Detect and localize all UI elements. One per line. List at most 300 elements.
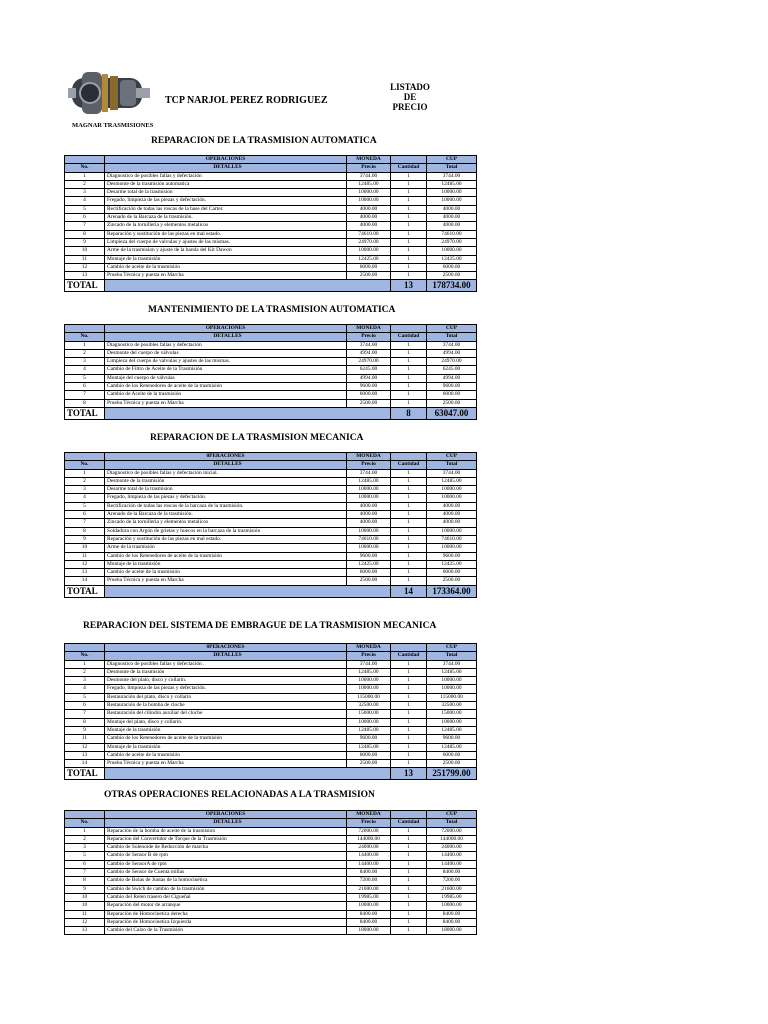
row-quantity: 1 (391, 910, 427, 918)
header-cell-blank (391, 644, 427, 652)
row-price: 3744.00 (347, 341, 391, 349)
row-number: 6 (65, 383, 105, 391)
row-quantity: 1 (391, 374, 427, 382)
row-total: 2500.00 (427, 760, 477, 768)
table-row (65, 511, 477, 519)
header-row-1 (65, 811, 477, 819)
row-quantity: 1 (391, 469, 427, 477)
table-row (65, 272, 477, 280)
row-quantity: 1 (391, 677, 427, 685)
row-price: 2500.00 (347, 577, 391, 585)
total-quantity: 14 (391, 585, 427, 597)
row-total: 4000.00 (427, 222, 477, 230)
row-total: 72000.00 (427, 827, 477, 835)
total-amount: 178734.00 (427, 280, 477, 292)
row-price: 14400.00 (347, 860, 391, 868)
row-detail: Fregado, limpieza de las piezas y defectación. (105, 197, 347, 205)
total-label: TOTAL (65, 585, 105, 597)
header-cell-blank (65, 156, 105, 164)
table-row (65, 844, 477, 852)
row-number: 3 (65, 677, 105, 685)
row-detail: Restauración del plato, disco y collarin (105, 693, 347, 701)
row-total: 4994.00 (427, 349, 477, 357)
row-number: 5 (65, 205, 105, 213)
row-price: 74610.00 (347, 535, 391, 543)
section-title: REPARACION DE LA TRASMISION MECANICA (150, 433, 364, 443)
header-no: No. (65, 461, 105, 469)
row-number: 7 (65, 519, 105, 527)
row-quantity: 1 (391, 358, 427, 366)
row-total: 3744.00 (427, 341, 477, 349)
price-table (64, 324, 477, 420)
row-detail: Cambio de Swich de cambio de la trasmisión (105, 885, 347, 893)
row-number: 11 (65, 910, 105, 918)
row-price: 9600.00 (347, 552, 391, 560)
row-number: 13 (65, 272, 105, 280)
table-row (65, 230, 477, 238)
row-quantity: 1 (391, 552, 427, 560)
row-quantity: 1 (391, 205, 427, 213)
row-number: 11 (65, 255, 105, 263)
total-row (65, 768, 477, 780)
row-quantity: 1 (391, 502, 427, 510)
row-number: 9 (65, 885, 105, 893)
row-quantity: 1 (391, 660, 427, 668)
header-total: Total (427, 164, 477, 172)
header-cell-blank (65, 644, 105, 652)
row-price: 4994.00 (347, 374, 391, 382)
table-row (65, 477, 477, 485)
row-quantity: 1 (391, 577, 427, 585)
row-detail: Cambio de Aceite de la trasmisión (105, 391, 347, 399)
row-total: 9600.00 (427, 735, 477, 743)
row-total: 10000.00 (427, 718, 477, 726)
row-price: 4000.00 (347, 214, 391, 222)
header-details: DETALLES (105, 461, 347, 469)
row-detail: Fregado, limpieza de las piezas y defectación. (105, 685, 347, 693)
row-number: 12 (65, 743, 105, 751)
table-row (65, 263, 477, 271)
table-row (65, 827, 477, 835)
row-price: 144000.00 (347, 835, 391, 843)
header-total: Total (427, 652, 477, 660)
row-price: 10000.00 (347, 902, 391, 910)
row-number: 3 (65, 486, 105, 494)
table-row (65, 677, 477, 685)
row-total: 8400.00 (427, 918, 477, 926)
row-quantity: 1 (391, 685, 427, 693)
row-total: 10000.00 (427, 527, 477, 535)
row-number: 4 (65, 197, 105, 205)
row-quantity: 1 (391, 877, 427, 885)
row-quantity: 1 (391, 189, 427, 197)
row-detail: Desmonte del plato, disco y collarin. (105, 677, 347, 685)
price-table (64, 155, 477, 292)
row-quantity: 1 (391, 844, 427, 852)
row-total: 21600.00 (427, 885, 477, 893)
table-row (65, 247, 477, 255)
row-detail: Arenado de la Barcaza de la trasmisión. (105, 511, 347, 519)
row-detail: Cambio de Bolas de Juntas de la homocinética (105, 877, 347, 885)
row-number: 7 (65, 391, 105, 399)
row-total: 3744.00 (427, 172, 477, 180)
total-quantity: 13 (391, 768, 427, 780)
row-price: 10000.00 (347, 685, 391, 693)
row-price: 19985.00 (347, 893, 391, 901)
row-quantity: 1 (391, 247, 427, 255)
row-detail: Arenado de la Barcaza de la trasmisión. (105, 214, 347, 222)
row-total: 15000.00 (427, 710, 477, 718)
row-total: 9600.00 (427, 383, 477, 391)
row-price: 15000.00 (347, 710, 391, 718)
row-price: 2500.00 (347, 399, 391, 407)
row-price: 24970.00 (347, 238, 391, 246)
row-total: 6000.00 (427, 391, 477, 399)
table-row (65, 710, 477, 718)
table-row (65, 205, 477, 213)
row-price: 4000.00 (347, 519, 391, 527)
header-details: DETALLES (105, 652, 347, 660)
row-number: 12 (65, 560, 105, 568)
row-detail: Reparacion del Convertidor de Torque de la Trasmisión (105, 835, 347, 843)
row-number: 8 (65, 399, 105, 407)
table-row (65, 366, 477, 374)
row-total: 6000.00 (427, 263, 477, 271)
total-amount: 251799.00 (427, 768, 477, 780)
row-detail: Cambio de Sensor B de rpm (105, 852, 347, 860)
row-price: 12425.00 (347, 255, 391, 263)
header-cell-blank (65, 811, 105, 819)
row-detail: Diagnostico de posibles fallas y defectación (105, 172, 347, 180)
row-quantity: 1 (391, 710, 427, 718)
row-total: 12425.00 (427, 255, 477, 263)
row-price: 4000.00 (347, 222, 391, 230)
header-quantity: Cantidad (391, 652, 427, 660)
table-row (65, 349, 477, 357)
table-row (65, 180, 477, 188)
row-detail: Limpieza del cuerpo de valvulas y ajustes de las mismas. (105, 358, 347, 366)
row-price: 12485.00 (347, 477, 391, 485)
row-total: 8400.00 (427, 910, 477, 918)
row-number: 14 (65, 577, 105, 585)
row-quantity: 1 (391, 869, 427, 877)
row-quantity: 1 (391, 827, 427, 835)
header-total: Total (427, 333, 477, 341)
header-no: No. (65, 652, 105, 660)
row-detail: Diagnostico de posibles fallas y defectación inicial. (105, 469, 347, 477)
row-quantity: 1 (391, 263, 427, 271)
row-total: 4000.00 (427, 214, 477, 222)
row-quantity: 1 (391, 486, 427, 494)
total-row (65, 585, 477, 597)
total-spacer (105, 585, 391, 597)
row-number: 9 (65, 238, 105, 246)
row-price: 8400.00 (347, 869, 391, 877)
row-number: 1 (65, 660, 105, 668)
row-quantity: 1 (391, 527, 427, 535)
row-total: 12485.00 (427, 668, 477, 676)
row-price: 18000.00 (347, 927, 391, 935)
row-total: 4000.00 (427, 502, 477, 510)
row-price: 2500.00 (347, 760, 391, 768)
table-row (65, 527, 477, 535)
table-row (65, 660, 477, 668)
table-row (65, 341, 477, 349)
row-total: 9600.00 (427, 552, 477, 560)
row-price: 3744.00 (347, 172, 391, 180)
row-number: 2 (65, 477, 105, 485)
row-detail: Zincado de la tornilleria y elementos metalicos (105, 222, 347, 230)
table-row (65, 693, 477, 701)
row-total: 4000.00 (427, 511, 477, 519)
row-number: 11 (65, 735, 105, 743)
row-detail: Prueba Técnica y puesta en Marcha (105, 399, 347, 407)
row-quantity: 1 (391, 560, 427, 568)
row-total: 12485.00 (427, 726, 477, 734)
header-details: DETALLES (105, 333, 347, 341)
row-quantity: 1 (391, 172, 427, 180)
row-total: 14400.00 (427, 860, 477, 868)
row-price: 12485.00 (347, 668, 391, 676)
transmission-logo-image (66, 64, 152, 122)
row-detail: Diagnostico de posibles fallas y defectación . (105, 660, 347, 668)
total-amount: 63047.00 (427, 407, 477, 419)
row-detail: Montaje de la trasmisión (105, 743, 347, 751)
header-currency: MONEDA (347, 644, 391, 652)
header-row-2 (65, 819, 477, 827)
row-detail: Prueba Técnica y puesta en Marcha (105, 577, 347, 585)
row-quantity: 1 (391, 197, 427, 205)
header-no: No. (65, 333, 105, 341)
header-operations: OPERACIONES (105, 811, 347, 819)
row-detail: Cambio de los Retenedores de aceite de la trasmisión (105, 552, 347, 560)
row-detail: Desarme total de la trasmision (105, 189, 347, 197)
row-total: 19985.00 (427, 893, 477, 901)
header-price: Precio (347, 652, 391, 660)
row-price: 24970.00 (347, 358, 391, 366)
row-quantity: 1 (391, 519, 427, 527)
row-detail: Cambio de los Retenedores de aceite de la trasmisión (105, 735, 347, 743)
row-quantity: 1 (391, 569, 427, 577)
row-detail: Arme de la trasmisión (105, 544, 347, 552)
row-total: 2500.00 (427, 577, 477, 585)
row-total: 10000.00 (427, 902, 477, 910)
row-detail: Zincado de la tornilleria y elementos metalicos (105, 519, 347, 527)
row-detail: Cambio del Reten trasero del Cigueñal (105, 893, 347, 901)
row-number: 12 (65, 918, 105, 926)
row-detail: Cambio de aceite de la trasmisión (105, 751, 347, 759)
row-total: 6000.00 (427, 569, 477, 577)
row-total: 10000.00 (427, 544, 477, 552)
row-detail: Limpieza del cuerpo de valvulas y ajustes de las mismas. (105, 238, 347, 246)
total-amount: 173364.00 (427, 585, 477, 597)
row-detail: Restauración de la bomba de cloche (105, 702, 347, 710)
row-number: 6 (65, 511, 105, 519)
row-number: 4 (65, 685, 105, 693)
row-number: 3 (65, 358, 105, 366)
row-quantity: 1 (391, 718, 427, 726)
row-quantity: 1 (391, 230, 427, 238)
total-row (65, 407, 477, 419)
row-quantity: 1 (391, 702, 427, 710)
header-cell-blank (391, 325, 427, 333)
row-total: 12425.00 (427, 560, 477, 568)
row-price: 12485.00 (347, 743, 391, 751)
company-name: MAGNAR TRASMISIONES (72, 122, 154, 129)
row-price: 4000.00 (347, 511, 391, 519)
table-row (65, 502, 477, 510)
row-detail: Rectificación de todas las roscas de la barcaza de la trasmisión. (105, 502, 347, 510)
row-price: 6000.00 (347, 263, 391, 271)
row-quantity: 1 (391, 735, 427, 743)
row-total: 18000.00 (427, 927, 477, 935)
row-price: 10000.00 (347, 527, 391, 535)
row-quantity: 1 (391, 255, 427, 263)
header-row-1 (65, 644, 477, 652)
header-price: Precio (347, 164, 391, 172)
table-row (65, 902, 477, 910)
row-number: 14 (65, 760, 105, 768)
table-row (65, 860, 477, 868)
row-detail: Rectificación de todas las roscas de la base del Carter. (105, 205, 347, 213)
row-detail: Reparación del motor de arranque (105, 902, 347, 910)
row-detail: Montaje del plato, disco y collarin. (105, 718, 347, 726)
header-price: Precio (347, 461, 391, 469)
table-row (65, 877, 477, 885)
header-cup: CUP (427, 156, 477, 164)
row-total: 10000.00 (427, 494, 477, 502)
table-row (65, 197, 477, 205)
header-no: No. (65, 819, 105, 827)
header-operations: OPERACIONES (105, 156, 347, 164)
row-price: 4000.00 (347, 205, 391, 213)
row-number: 6 (65, 860, 105, 868)
header-currency: MONEDA (347, 156, 391, 164)
row-number: 2 (65, 180, 105, 188)
row-price: 12425.00 (347, 560, 391, 568)
row-number: 13 (65, 927, 105, 935)
row-number: 12 (65, 263, 105, 271)
row-quantity: 1 (391, 743, 427, 751)
row-total: 10000.00 (427, 685, 477, 693)
row-number: 2 (65, 349, 105, 357)
row-price: 14400.00 (347, 852, 391, 860)
table-row (65, 893, 477, 901)
section-title: REPARACION DE LA TRASMISION AUTOMATICA (151, 136, 377, 146)
price-table (64, 452, 477, 598)
row-price: 32500.00 (347, 702, 391, 710)
row-total: 74610.00 (427, 535, 477, 543)
row-total: 3744.00 (427, 660, 477, 668)
header-row-1 (65, 325, 477, 333)
row-number: 2 (65, 668, 105, 676)
row-quantity: 1 (391, 885, 427, 893)
row-total: 6000.00 (427, 751, 477, 759)
row-total: 24000.00 (427, 844, 477, 852)
table-row (65, 399, 477, 407)
row-detail: Cambio de Sensor de Cuenta millas (105, 869, 347, 877)
row-quantity: 1 (391, 399, 427, 407)
row-detail: Cambio de aceite de la trasmisión (105, 569, 347, 577)
row-total: 10000.00 (427, 247, 477, 255)
header-quantity: Cantidad (391, 164, 427, 172)
row-total: 2500.00 (427, 272, 477, 280)
total-quantity: 13 (391, 280, 427, 292)
row-quantity: 1 (391, 391, 427, 399)
row-quantity: 1 (391, 927, 427, 935)
table-row (65, 702, 477, 710)
table-row (65, 560, 477, 568)
row-total: 6245.00 (427, 366, 477, 374)
row-detail: Desmonte de la trasmisión (105, 477, 347, 485)
row-detail: Reparación de Homocinetica Izquierda (105, 918, 347, 926)
row-price: 6000.00 (347, 569, 391, 577)
row-number: 8 (65, 877, 105, 885)
row-total: 32500.00 (427, 702, 477, 710)
table-row (65, 222, 477, 230)
row-quantity: 1 (391, 366, 427, 374)
row-price: 4000.00 (347, 502, 391, 510)
row-quantity: 1 (391, 726, 427, 734)
table-row (65, 751, 477, 759)
header-total: Total (427, 819, 477, 827)
header-currency: MONEDA (347, 453, 391, 461)
row-number: 3 (65, 844, 105, 852)
row-price: 7200.00 (347, 877, 391, 885)
row-number: 5 (65, 502, 105, 510)
row-detail: Reparación de la bomba de aceite de la trasmision (105, 827, 347, 835)
row-price: 24000.00 (347, 844, 391, 852)
document-title (388, 82, 432, 112)
table-row (65, 910, 477, 918)
row-quantity: 1 (391, 835, 427, 843)
row-number: 9 (65, 535, 105, 543)
row-quantity: 1 (391, 214, 427, 222)
row-number: 11 (65, 552, 105, 560)
row-price: 10000.00 (347, 718, 391, 726)
table-row (65, 214, 477, 222)
table-row (65, 383, 477, 391)
section-title: REPARACION DEL SISTEMA DE EMBRAGUE DE LA TRASMISION MECANICA (83, 621, 437, 631)
row-detail: Montaje de la trasmisión (105, 255, 347, 263)
header-currency: MONEDA (347, 811, 391, 819)
row-price: 12485.00 (347, 726, 391, 734)
header-cell-blank (65, 453, 105, 461)
row-number: 4 (65, 494, 105, 502)
row-total: 10000.00 (427, 677, 477, 685)
row-price: 9600.00 (347, 735, 391, 743)
table-row (65, 172, 477, 180)
listing-word-2: DE (403, 92, 417, 102)
row-total: 12485.00 (427, 743, 477, 751)
row-detail: Montaje de la trasmisión (105, 560, 347, 568)
header-currency: MONEDA (347, 325, 391, 333)
row-price: 6000.00 (347, 391, 391, 399)
header-no: No. (65, 164, 105, 172)
header-quantity: Cantidad (391, 461, 427, 469)
row-quantity: 1 (391, 477, 427, 485)
row-total: 12485.00 (427, 477, 477, 485)
header-quantity: Cantidad (391, 333, 427, 341)
listing-word-1: LISTADO (390, 82, 430, 92)
row-quantity: 1 (391, 918, 427, 926)
table-row (65, 552, 477, 560)
row-number: 9 (65, 726, 105, 734)
row-price: 4994.00 (347, 349, 391, 357)
row-number: 8 (65, 230, 105, 238)
row-detail: Desmonte de la trasmisión automatica (105, 180, 347, 188)
row-price: 6000.00 (347, 751, 391, 759)
